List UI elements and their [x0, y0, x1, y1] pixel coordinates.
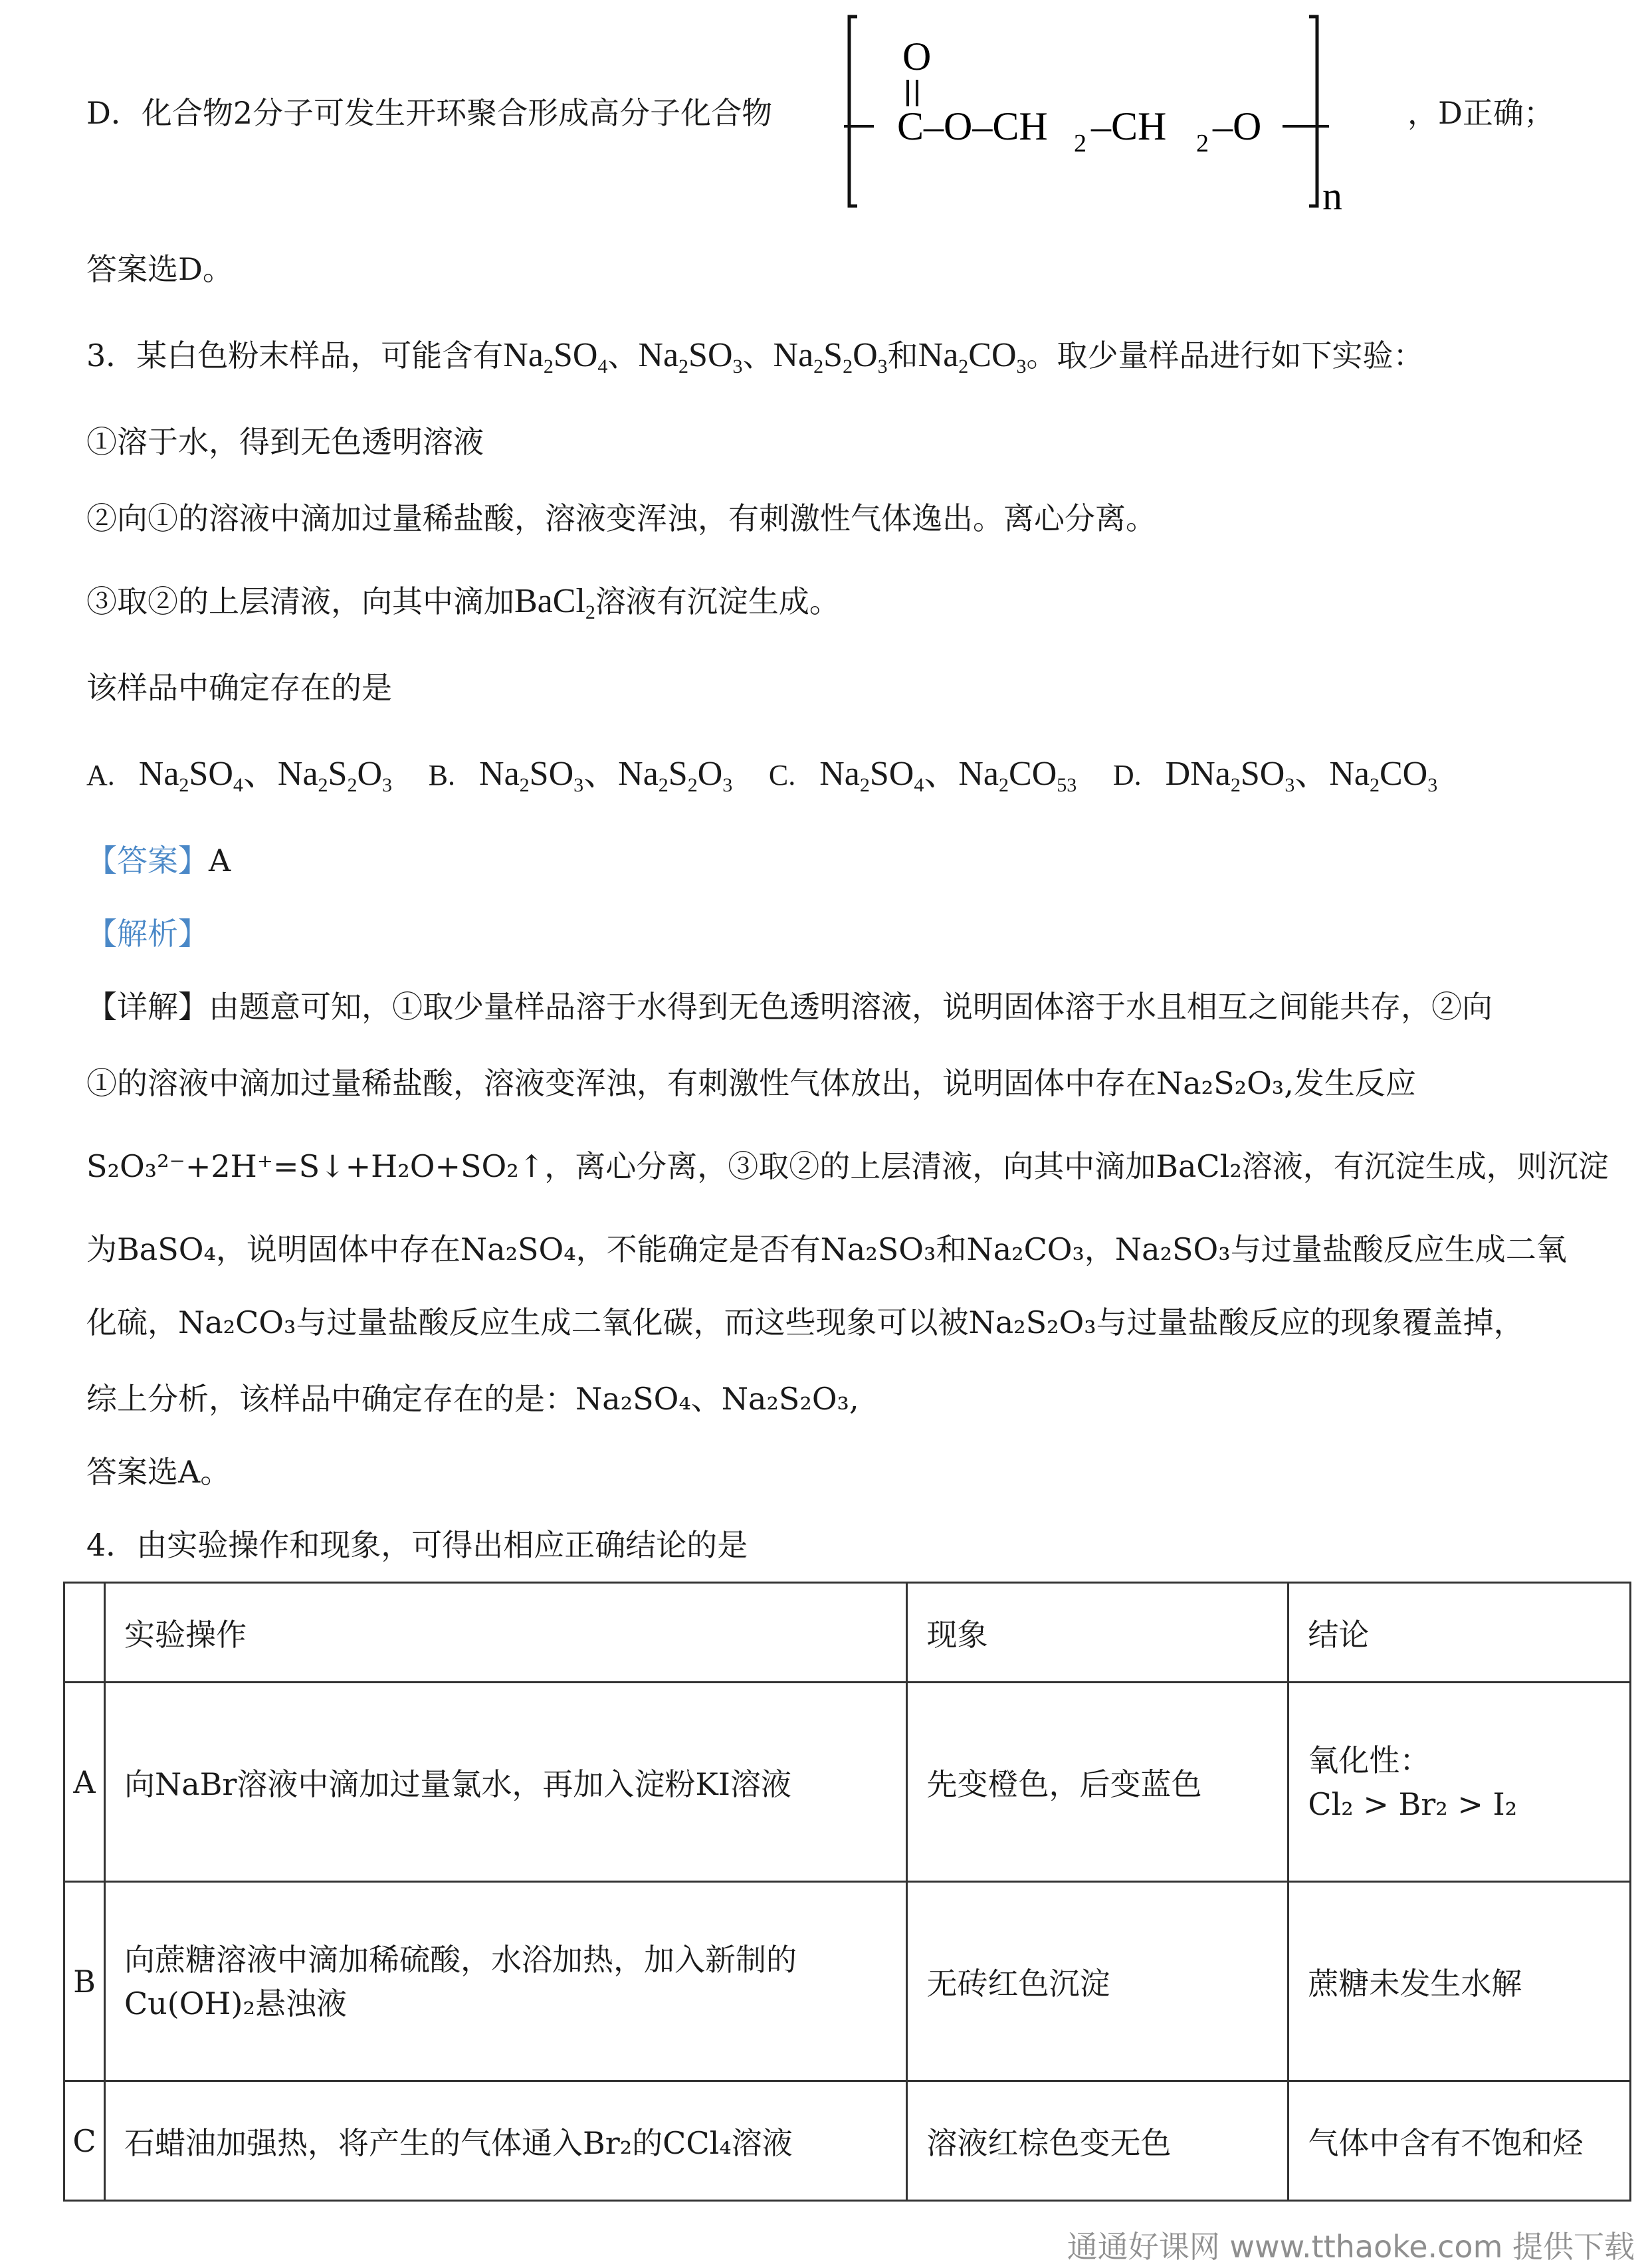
detail-line-7: 答案选A。	[86, 1454, 231, 1490]
experiment-table	[63, 1582, 1631, 2202]
q3-step3: ③取②的上层清液，向其中滴加BaCl$_2$溶液有沉淀生成。	[86, 582, 840, 623]
row-conclusion: 氧化性： Cl₂ > Br₂ > I₂	[1288, 1683, 1631, 1882]
repeat-n: n	[1322, 174, 1342, 218]
answer-row	[86, 841, 231, 880]
q3-step1: ①溶于水，得到无色透明溶液	[86, 424, 484, 460]
q4-stem: 4．由实验操作和现象，可得出相应正确结论的是	[86, 1527, 748, 1563]
option-d-suffix: ，D正确；	[1407, 95, 1554, 131]
chain-part-2: –CH	[1091, 104, 1167, 148]
q3-step2: ②向①的溶液中滴加过量稀盐酸，溶液变浑浊，有刺激性气体逸出。离心分离。	[86, 500, 1156, 536]
row-key: A	[64, 1683, 105, 1882]
option-d[interactable]: D. $DNa_2SO_3$、$Na_2CO_3$	[1112, 755, 1438, 796]
answer-value: A	[209, 843, 231, 878]
answer-tag: 【答案】	[86, 843, 209, 878]
table-row	[64, 2081, 1631, 2201]
q3-options	[86, 754, 1464, 795]
chain-part-1: C–O–CH	[897, 104, 1048, 148]
q3-stem: 3．某白色粉末样品，可能含有$Na_2SO_4$、$Na_2SO_3$、$Na_2S_2O_3$和$Na_2CO_3$。取少量样品进行如下实验：	[86, 336, 1424, 377]
q3-question: 该样品中确定存在的是	[86, 670, 392, 706]
polymer-structure	[844, 7, 1395, 226]
row-key: C	[64, 2081, 105, 2201]
row-operation: 向蔗糖溶液中滴加稀硫酸，水浴加热，加入新制的 Cu(OH)₂悬浊液	[104, 1882, 907, 2081]
q2-answer-line: 答案选D。	[86, 251, 233, 287]
table-row	[64, 1683, 1631, 1882]
row-phenomenon: 先变橙色，后变蓝色	[907, 1683, 1288, 1882]
detail-line-1: 【详解】由题意可知，①取少量样品溶于水得到无色透明溶液，说明固体溶于水且相互之间能共存，②向	[86, 989, 1493, 1025]
row-operation: 向NaBr溶液中滴加过量氯水，再加入淀粉KI溶液	[104, 1683, 907, 1882]
option-a[interactable]: A. $Na_2SO_4$、$Na_2S_2O_3$	[86, 755, 393, 796]
header-blank	[64, 1583, 105, 1683]
header-phenomenon: 现象	[907, 1583, 1288, 1683]
row-conclusion: 气体中含有不饱和烃	[1288, 2081, 1631, 2201]
option-c[interactable]: C. $Na_2SO_4$、$Na_2CO_{53}$	[768, 755, 1077, 796]
detail-line-5: 化硫，Na₂CO₃与过量盐酸反应生成二氧化碳，而这些现象可以被Na₂S₂O₃与过量盐酸反应的现象覆盖掉，	[86, 1304, 1524, 1340]
analysis-tag: 【解析】	[86, 916, 209, 952]
row-key: B	[64, 1882, 105, 2081]
detail-line-3: S₂O₃²⁻+2H⁺=S↓+H₂O+SO₂↑，离心分离，③取②的上层清液，向其中滴加BaCl₂溶液，有沉淀生成，则沉淀	[86, 1148, 1609, 1184]
footer-watermark: 通通好课网 www.tthaoke.com 提供下载	[1067, 2229, 1635, 2265]
detail-line-2: ①的溶液中滴加过量稀盐酸，溶液变浑浊，有刺激性气体放出，说明固体中存在Na₂S₂O₃,发生反应	[86, 1065, 1416, 1101]
header-conclusion: 结论	[1288, 1583, 1631, 1683]
option-b[interactable]: B. $Na_2SO_3$、$Na_2S_2O_3$	[428, 755, 733, 796]
header-operation: 实验操作	[104, 1583, 907, 1683]
row-operation: 石蜡油加强热，将产生的气体通入Br₂的CCl₄溶液	[104, 2081, 907, 2201]
chain-sub-1: 2	[1074, 130, 1086, 157]
row-phenomenon: 无砖红色沉淀	[907, 1882, 1288, 2081]
detail-line-6: 综上分析，该样品中确定存在的是：Na₂SO₄、Na₂S₂O₃,	[86, 1381, 859, 1417]
table-header-row	[64, 1583, 1631, 1683]
chain-part-3: –O	[1213, 104, 1262, 148]
chain-sub-2: 2	[1196, 130, 1209, 157]
option-d-text: D．化合物2分子可发生开环聚合形成高分子化合物	[86, 95, 773, 131]
table-row	[64, 1882, 1631, 2081]
row-phenomenon: 溶液红棕色变无色	[907, 2081, 1288, 2201]
carbonyl-oxygen: O	[902, 35, 932, 78]
row-conclusion: 蔗糖未发生水解	[1288, 1882, 1631, 2081]
detail-line-4: 为BaSO₄，说明固体中存在Na₂SO₄，不能确定是否有Na₂SO₃和Na₂CO₃，Na₂SO₃与过量盐酸反应生成二氧	[86, 1231, 1567, 1267]
